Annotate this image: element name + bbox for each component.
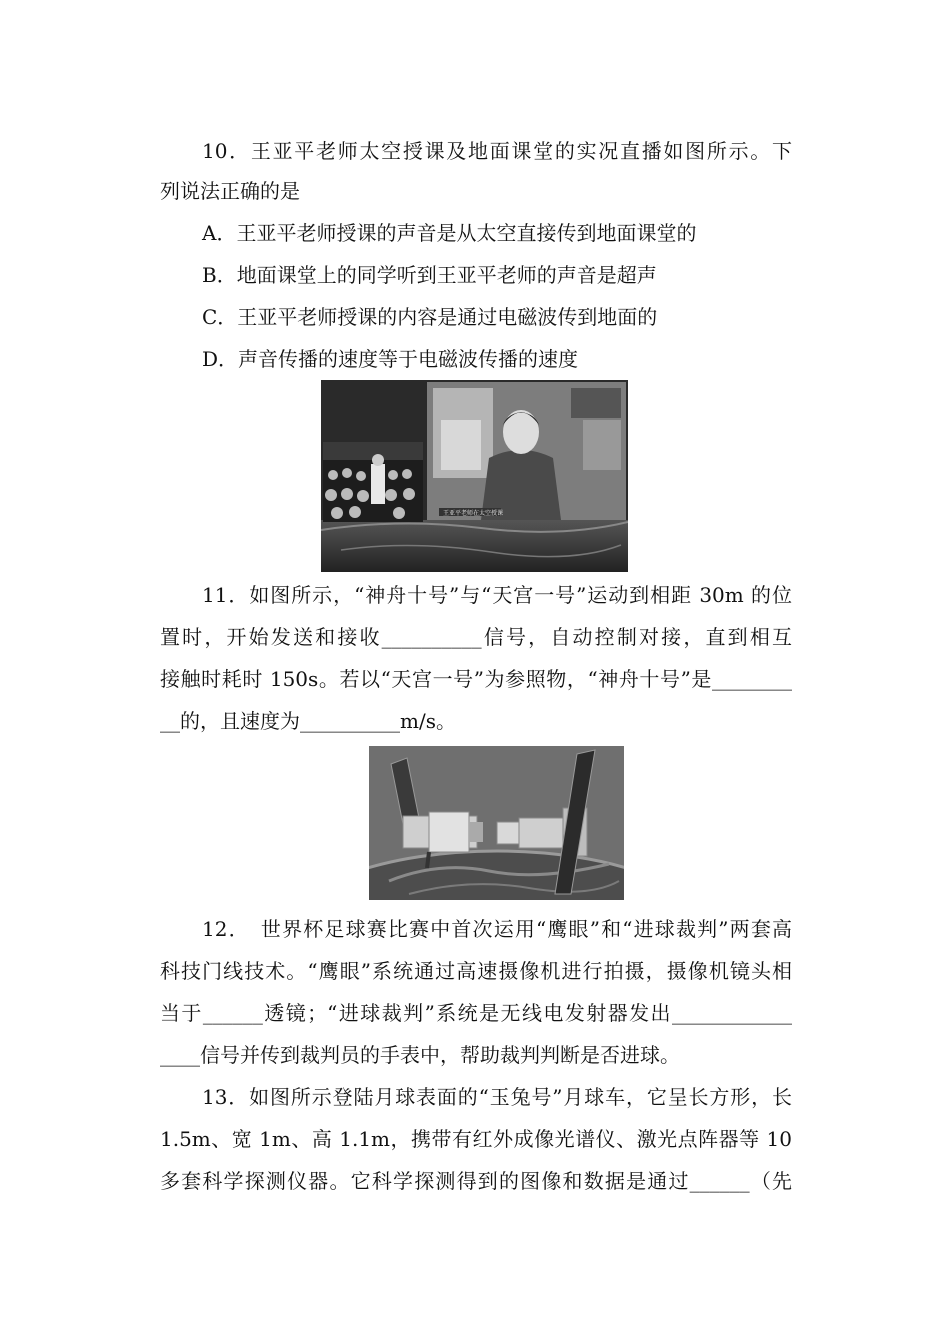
q12-line-2: 科技门线技术。“鹰眼”系统通过高速摄像机进行拍摄，摄像机镜头相 xyxy=(160,959,792,983)
q10-option-b: B．地面课堂上的同学听到王亚平老师的声音是超声 xyxy=(202,263,657,287)
q12-line-4: ____信号并传到裁判员的手表中，帮助裁判判断是否进球。 xyxy=(160,1043,680,1067)
spacecraft-docking-image xyxy=(369,746,624,900)
q12-line-1: 12． 世界杯足球赛比赛中首次运用“鹰眼”和“进球裁判”两套高 xyxy=(202,917,792,941)
q10-stem-line-1: 10．王亚平老师太空授课及地面课堂的实况直播如图所示。下 xyxy=(202,139,792,163)
q13-line-2: 1.5m、宽 1m、高 1.1m，携带有红外成像光谱仪、激光点阵器等 10 xyxy=(160,1127,792,1151)
q10-option-c: C．王亚平老师授课的内容是通过电磁波传到地面的 xyxy=(202,305,658,329)
q10-option-a: A．王亚平老师授课的声音是从太空直接传到地面课堂的 xyxy=(202,221,697,245)
q11-line-1: 11．如图所示，“神舟十号”与“天宫一号”运动到相距 30m 的位 xyxy=(202,583,792,607)
q13-line-3: 多套科学探测仪器。它科学探测得到的图像和数据是通过______（先 xyxy=(160,1169,792,1193)
q11-line-3: 接触时耗时 150s。若以“天宫一号”为参照物，“神舟十号”是________ xyxy=(160,667,792,691)
q12-line-3: 当于______透镜；“进球裁判”系统是无线电发射器发出____________ xyxy=(160,1001,792,1025)
photo-caption: 王亚平老师在太空授课 xyxy=(443,511,504,517)
q11-line-4: __的，且速度为__________m/s。 xyxy=(160,709,456,733)
q10-option-d: D．声音传播的速度等于电磁波传播的速度 xyxy=(202,347,579,371)
q11-line-2: 置时，开始发送和接收__________信号，自动控制对接，直到相互 xyxy=(160,625,792,649)
space-lecture-photo xyxy=(321,380,628,572)
q10-stem-line-2: 列说法正确的是 xyxy=(160,179,300,203)
q13-line-1: 13．如图所示登陆月球表面的“玉兔号”月球车，它呈长方形，长 xyxy=(202,1085,792,1109)
